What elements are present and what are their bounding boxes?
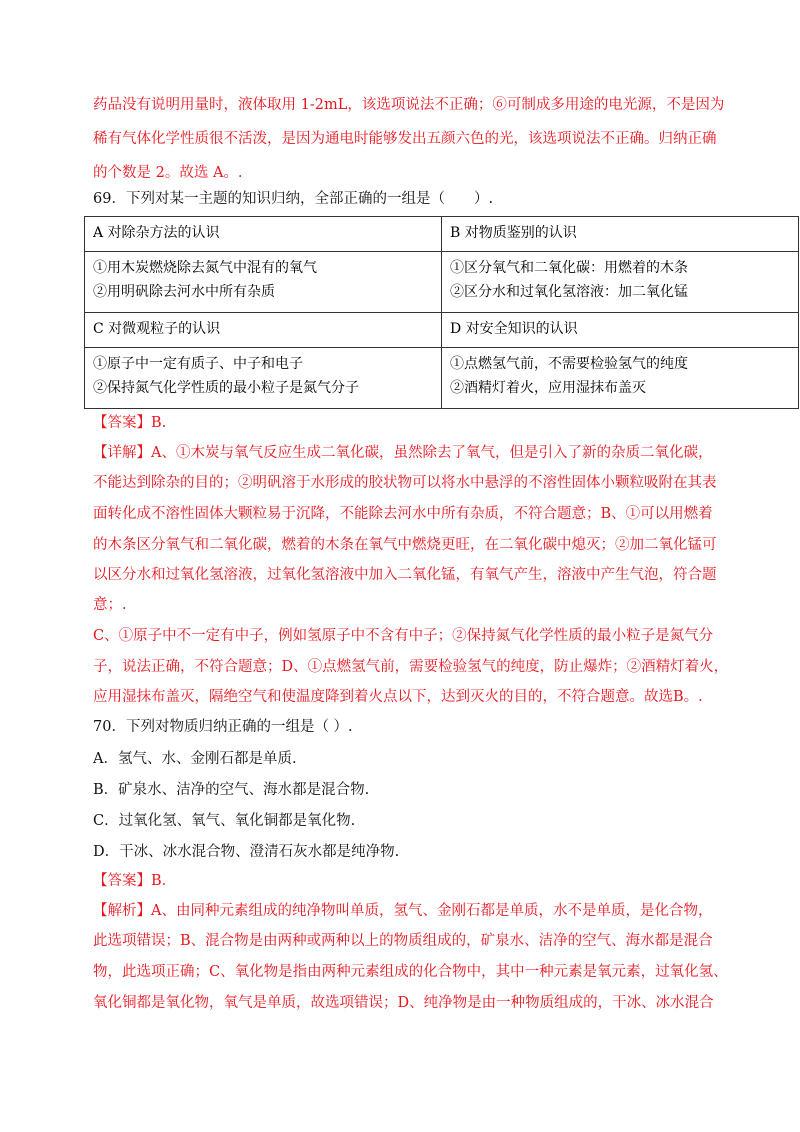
analysis-line: 此选项错误；B、混合物是由两种或两种以上的物质组成的，矿泉水、洁净的空气、海水都是混合 xyxy=(93,933,713,949)
detail-line: 意；. xyxy=(93,597,127,613)
table-cell-line: ①原子中一定有质子、中子和电子 xyxy=(93,356,303,372)
table-cell xyxy=(442,252,799,313)
table-cell-line: ②区分水和过氧化氢溶液：加二氧化锰 xyxy=(450,284,688,300)
table-cell-line: ②用明矾除去河水中所有杂质 xyxy=(93,284,275,300)
option-d: D．干冰、冰水混合物、澄清石灰水都是纯净物. xyxy=(93,844,400,860)
option-c: C．过氧化氢、氧气、氧化铜都是氧化物. xyxy=(93,813,356,829)
table-row xyxy=(85,348,799,409)
analysis-line: 物，此选项正确；C、氧化物是指由两种元素组成的化合物中，其中一种元素是氧元素，过氧化氢、 xyxy=(93,964,728,980)
table-cell-line: ②保持氮气化学性质的最小粒子是氮气分子 xyxy=(93,380,359,396)
detail-line: 不能达到除杂的目的；②明矾溶于水形成的胶状物可以将水中悬浮的不溶性固体小颗粒吸附在其表 xyxy=(93,475,717,491)
detail-line: 【详解】A、①木炭与氧气反应生成二氧化碳，虽然除去了氧气，但是引入了新的杂质二氧化碳， xyxy=(93,445,713,461)
table-cell-title: B 对物质鉴别的认识 xyxy=(442,217,799,252)
detail-line: 应用湿抹布盖灭，隔绝空气和使温度降到着火点以下，达到灭火的目的，不符合题意。故选B。. xyxy=(93,689,703,705)
answer-70: 【答案】B. xyxy=(93,873,167,889)
table-row xyxy=(85,313,799,348)
intro-line: 稀有气体化学性质很不活泼，是因为通电时能够发出五颜六色的光，该选项说法不正确。归纳正确 xyxy=(93,131,717,147)
table-cell-title: D 对安全知识的认识 xyxy=(442,313,799,348)
knowledge-table xyxy=(84,216,799,409)
analysis-line: 【解析】A、由同种元素组成的纯净物叫单质，氢气、金刚石都是单质，水不是单质，是化合物， xyxy=(93,903,713,919)
table-cell xyxy=(442,348,799,409)
question-70: 70．下列对物质归纳正确的一组是（ ）. xyxy=(93,719,353,735)
table-cell-line: ①用木炭燃烧除去氮气中混有的氧气 xyxy=(93,260,317,276)
detail-line: 子，说法正确，不符合题意；D、①点燃氢气前，需要检验氢气的纯度，防止爆炸；②酒精灯着火， xyxy=(93,659,729,675)
intro-line: 的个数是 2。故选 A。. xyxy=(93,165,243,181)
table-cell-line: ①区分氧气和二氧化碳：用燃着的木条 xyxy=(450,260,688,276)
detail-line: C、①原子中不一定有中子，例如氢原子中不含有中子；②保持氮气化学性质的最小粒子是氮气分 xyxy=(93,628,714,644)
detail-line: 面转化成不溶性固体大颗粒易于沉降，不能除去河水中所有杂质，不符合题意；B、①可以用燃着 xyxy=(93,506,713,522)
analysis-line: 氧化铜都是氧化物，氧气是单质，故选项错误；D、纯净物是由一种物质组成的，干冰、冰水混合 xyxy=(93,995,714,1011)
table-cell xyxy=(85,252,442,313)
table-cell-title: A 对除杂方法的认识 xyxy=(85,217,442,252)
table-row xyxy=(85,217,799,252)
table-row xyxy=(85,252,799,313)
detail-line: 的木条区分氧气和二氧化碳，燃着的木条在氧气中燃烧更旺，在二氧化碳中熄灭；②加二氧化锰可 xyxy=(93,537,717,553)
intro-line: 药品没有说明用量时，液体取用 1-2mL，该选项说法不正确；⑥可制成多用途的电光源，不是因为 xyxy=(93,97,725,113)
table-cell-line: ②酒精灯着火，应用湿抹布盖灭 xyxy=(450,380,646,396)
table-cell-line: ①点燃氢气前，不需要检验氢气的纯度 xyxy=(450,356,688,372)
table-cell-title: C 对微观粒子的认识 xyxy=(85,313,442,348)
detail-line: 以区分水和过氧化氢溶液，过氧化氢溶液中加入二氧化锰，有氧气产生，溶液中产生气泡，符合题 xyxy=(93,567,717,583)
table-cell xyxy=(85,348,442,409)
option-b: B．矿泉水、洁净的空气、海水都是混合物. xyxy=(93,782,370,798)
question-69: 69．下列对某一主题的知识归纳，全部正确的一组是（ ）. xyxy=(93,191,494,207)
option-a: A．氢气、水、金刚石都是单质. xyxy=(93,751,297,767)
answer-69: 【答案】B. xyxy=(93,415,167,431)
